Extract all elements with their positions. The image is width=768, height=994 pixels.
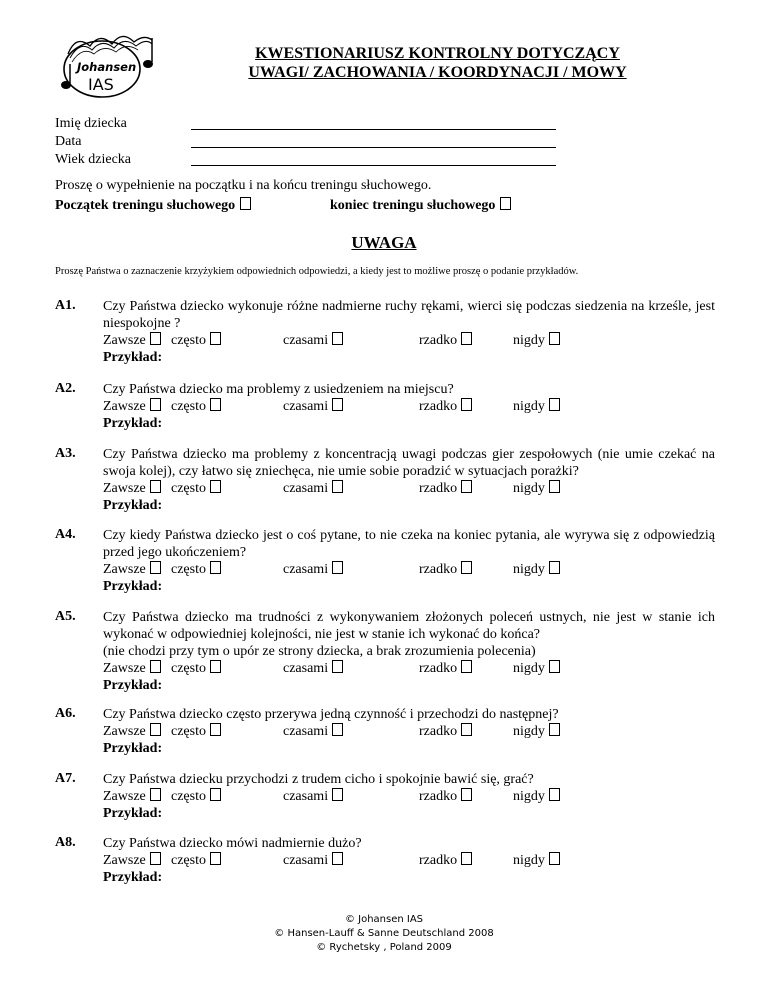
answer-label: nigdy [513, 333, 545, 348]
checkbox[interactable] [332, 561, 343, 574]
answer-options [103, 480, 715, 497]
question-text: Czy Państwa dziecko ma problemy z koncentracją uwagi podczas gier zespołowych (nie umie czekać na swoja kolej), czy łatwo się zniechęca, nie umie sobie poradzić w sytuacjach porażki? [103, 447, 715, 479]
question-text: Czy Państwa dziecku przychodzi z trudem cicho i spokojnie bawić się, grać? [103, 772, 534, 787]
question-text: Czy Państwa dziecko mówi nadmiernie dużo? [103, 836, 362, 851]
example-label: Przykład: [103, 498, 163, 513]
answer-label: często [171, 724, 206, 739]
answer-options [103, 788, 715, 805]
answer-sometimes[interactable] [283, 788, 343, 805]
answer-often[interactable] [171, 852, 221, 869]
checkbox[interactable] [332, 852, 343, 865]
checkbox[interactable] [150, 332, 161, 345]
answer-sometimes[interactable] [283, 480, 343, 497]
answer-often[interactable] [171, 332, 221, 349]
answer-label: czasami [283, 853, 329, 868]
answer-label: rzadko [419, 333, 458, 348]
answer-label: rzadko [419, 481, 458, 496]
answer-label: często [171, 562, 206, 577]
section-title: UWAGA [351, 233, 417, 252]
answer-never[interactable] [513, 852, 560, 869]
checkbox[interactable] [150, 788, 161, 801]
logo-word-johansen: Johansen [77, 60, 137, 74]
question-number: A4. [55, 527, 76, 542]
example-label: Przykład: [103, 806, 163, 821]
question-text: Czy kiedy Państwa dziecko jest o coś pytane, to nie czeka na koniec pytania, ale wyrywa się z odpowiedzią przed jego ukończeniem? [103, 528, 715, 560]
question-text: Czy Państwa dziecko ma problemy z usiedzeniem na miejscu? [103, 382, 454, 397]
checkbox[interactable] [210, 561, 221, 574]
question-text: Czy Państwa dziecko wykonuje różne nadmierne ruchy rękami, wierci się podczas siedzenia na krześle, jest niespokojne ? [103, 299, 715, 331]
checkbox[interactable] [461, 398, 472, 411]
date-label: Data [55, 134, 82, 149]
answer-options [103, 398, 715, 415]
answer-label: rzadko [419, 399, 458, 414]
answer-often[interactable] [171, 480, 221, 497]
checkbox[interactable] [210, 788, 221, 801]
answer-always[interactable] [103, 480, 161, 497]
answer-label: czasami [283, 724, 329, 739]
answer-options [103, 723, 715, 740]
answer-always[interactable] [103, 332, 161, 349]
answer-label: Zawsze [103, 789, 146, 804]
answer-rarely[interactable] [419, 332, 472, 349]
date-line[interactable] [191, 147, 556, 148]
child-name-label: Imię dziecka [55, 116, 127, 131]
answer-label: Zawsze [103, 661, 146, 676]
training-phase-row [55, 197, 655, 214]
example-label: Przykład: [103, 870, 163, 885]
answer-sometimes[interactable] [283, 723, 343, 740]
example-label: Przykład: [103, 678, 163, 693]
checkbox[interactable] [549, 788, 560, 801]
answer-always[interactable] [103, 852, 161, 869]
checkbox[interactable] [332, 480, 343, 493]
question-text: Czy Państwa dziecko ma trudności z wykonywaniem złożonych poleceń ustnych, nie jest w stanie ich wykonać w odpowiedniej kolejności, nie jest w stanie ich wykonać do końca? [103, 610, 715, 642]
answer-rarely[interactable] [419, 561, 472, 578]
answer-sometimes[interactable] [283, 398, 343, 415]
checkbox[interactable] [461, 561, 472, 574]
checkbox[interactable] [461, 660, 472, 673]
answer-label: nigdy [513, 724, 545, 739]
checkbox[interactable] [549, 398, 560, 411]
question-note: (nie chodzi przy tym o upór ze strony dziecka, a brak zrozumienia polecenia) [103, 644, 536, 659]
checkbox[interactable] [210, 480, 221, 493]
question-number: A7. [55, 771, 76, 786]
answer-label: Zawsze [103, 853, 146, 868]
answer-options [103, 332, 715, 349]
answer-label: nigdy [513, 789, 545, 804]
checkbox[interactable] [332, 723, 343, 736]
answer-label: rzadko [419, 562, 458, 577]
answer-rarely[interactable] [419, 723, 472, 740]
answer-label: rzadko [419, 724, 458, 739]
checkbox[interactable] [210, 332, 221, 345]
answer-label: Zawsze [103, 333, 146, 348]
answer-label: czasami [283, 661, 329, 676]
answer-never[interactable] [513, 788, 560, 805]
checkbox[interactable] [150, 660, 161, 673]
checkbox[interactable] [461, 480, 472, 493]
answer-always[interactable] [103, 660, 161, 677]
answer-label: często [171, 853, 206, 868]
checkbox[interactable] [210, 398, 221, 411]
checkbox[interactable] [461, 852, 472, 865]
answer-rarely[interactable] [419, 398, 472, 415]
answer-label: Zawsze [103, 481, 146, 496]
footer-line-1: © Johansen IAS [344, 914, 424, 925]
checkbox[interactable] [549, 723, 560, 736]
footer-line-2: © Hansen-Lauff & Sanne Deutschland 2008 [274, 928, 494, 939]
answer-label: często [171, 661, 206, 676]
checkbox[interactable] [549, 561, 560, 574]
checkbox[interactable] [332, 398, 343, 411]
answer-never[interactable] [513, 480, 560, 497]
answer-label: czasami [283, 789, 329, 804]
answer-never[interactable] [513, 660, 560, 677]
answer-always[interactable] [103, 723, 161, 740]
question-number: A8. [55, 835, 76, 850]
answer-label: nigdy [513, 853, 545, 868]
logo-word-ias: IAS [88, 75, 114, 94]
answer-label: nigdy [513, 399, 545, 414]
answer-sometimes[interactable] [283, 660, 343, 677]
checkbox[interactable] [150, 723, 161, 736]
answer-label: czasami [283, 333, 329, 348]
training-end-checkbox[interactable] [500, 197, 511, 210]
question-number: A1. [55, 298, 76, 313]
checkbox[interactable] [461, 723, 472, 736]
answer-never[interactable] [513, 723, 560, 740]
answer-often[interactable] [171, 788, 221, 805]
document-title [205, 44, 670, 82]
child-age-label: Wiek dziecka [55, 152, 132, 167]
example-label: Przykład: [103, 579, 163, 594]
answer-always[interactable] [103, 788, 161, 805]
checkbox[interactable] [332, 788, 343, 801]
answer-never[interactable] [513, 332, 560, 349]
answer-label: nigdy [513, 562, 545, 577]
answer-label: Zawsze [103, 724, 146, 739]
checkbox[interactable] [210, 723, 221, 736]
answer-sometimes[interactable] [283, 561, 343, 578]
checkbox[interactable] [549, 480, 560, 493]
answer-label: czasami [283, 562, 329, 577]
training-start-checkbox[interactable] [240, 197, 251, 210]
answer-options [103, 561, 715, 578]
answer-never[interactable] [513, 561, 560, 578]
checkbox[interactable] [150, 561, 161, 574]
example-label: Przykład: [103, 741, 163, 756]
answer-label: czasami [283, 481, 329, 496]
answer-rarely[interactable] [419, 660, 472, 677]
training-end-label: koniec treningu słuchowego [330, 198, 496, 213]
question-number: A5. [55, 609, 76, 624]
answer-often[interactable] [171, 398, 221, 415]
checkbox[interactable] [461, 788, 472, 801]
answer-label: często [171, 789, 206, 804]
copyright-footer [0, 913, 768, 955]
training-start-label: Początek treningu słuchowego [55, 198, 236, 213]
checkbox[interactable] [210, 852, 221, 865]
answer-options [103, 660, 715, 677]
checkbox[interactable] [549, 332, 560, 345]
instruction-text: Proszę Państwa o zaznaczenie krzyżykiem odpowiednich odpowiedzi, a kiedy jest to możliwe proszę o podanie przykładów. [55, 266, 579, 277]
answer-options [103, 852, 715, 869]
answer-label: często [171, 333, 206, 348]
question-number: A6. [55, 706, 76, 721]
footer-line-3: © Rychetsky , Poland 2009 [316, 942, 452, 953]
answer-label: często [171, 399, 206, 414]
checkbox[interactable] [210, 660, 221, 673]
checkbox[interactable] [549, 852, 560, 865]
example-label: Przykład: [103, 416, 163, 431]
question-text: Czy Państwa dziecko często przerywa jedną czynność i przechodzi do następnej? [103, 707, 559, 722]
answer-label: nigdy [513, 661, 545, 676]
answer-never[interactable] [513, 398, 560, 415]
checkbox[interactable] [332, 660, 343, 673]
question-number: A2. [55, 381, 76, 396]
answer-often[interactable] [171, 723, 221, 740]
answer-label: nigdy [513, 481, 545, 496]
question-number: A3. [55, 446, 76, 461]
answer-often[interactable] [171, 561, 221, 578]
example-label: Przykład: [103, 350, 163, 365]
child-age-line[interactable] [191, 165, 556, 166]
answer-label: rzadko [419, 789, 458, 804]
answer-often[interactable] [171, 660, 221, 677]
answer-sometimes[interactable] [283, 332, 343, 349]
checkbox[interactable] [150, 480, 161, 493]
checkbox[interactable] [332, 332, 343, 345]
child-name-line[interactable] [191, 129, 556, 130]
answer-label: rzadko [419, 661, 458, 676]
title-line-2: UWAGI/ ZACHOWANIA / KOORDYNACJI / MOWY [248, 64, 627, 81]
answer-label: Zawsze [103, 562, 146, 577]
intro-text: Proszę o wypełnienie na początku i na końcu treningu słuchowego. [55, 178, 432, 193]
checkbox[interactable] [461, 332, 472, 345]
answer-rarely[interactable] [419, 788, 472, 805]
answer-sometimes[interactable] [283, 852, 343, 869]
checkbox[interactable] [549, 660, 560, 673]
johansen-ias-logo [56, 24, 162, 102]
answer-label: rzadko [419, 853, 458, 868]
answer-always[interactable] [103, 561, 161, 578]
checkbox[interactable] [150, 852, 161, 865]
answer-rarely[interactable] [419, 852, 472, 869]
checkbox[interactable] [150, 398, 161, 411]
answer-label: czasami [283, 399, 329, 414]
answer-rarely[interactable] [419, 480, 472, 497]
title-line-1: KWESTIONARIUSZ KONTROLNY DOTYCZĄCY [255, 45, 620, 62]
answer-always[interactable] [103, 398, 161, 415]
answer-label: często [171, 481, 206, 496]
answer-label: Zawsze [103, 399, 146, 414]
